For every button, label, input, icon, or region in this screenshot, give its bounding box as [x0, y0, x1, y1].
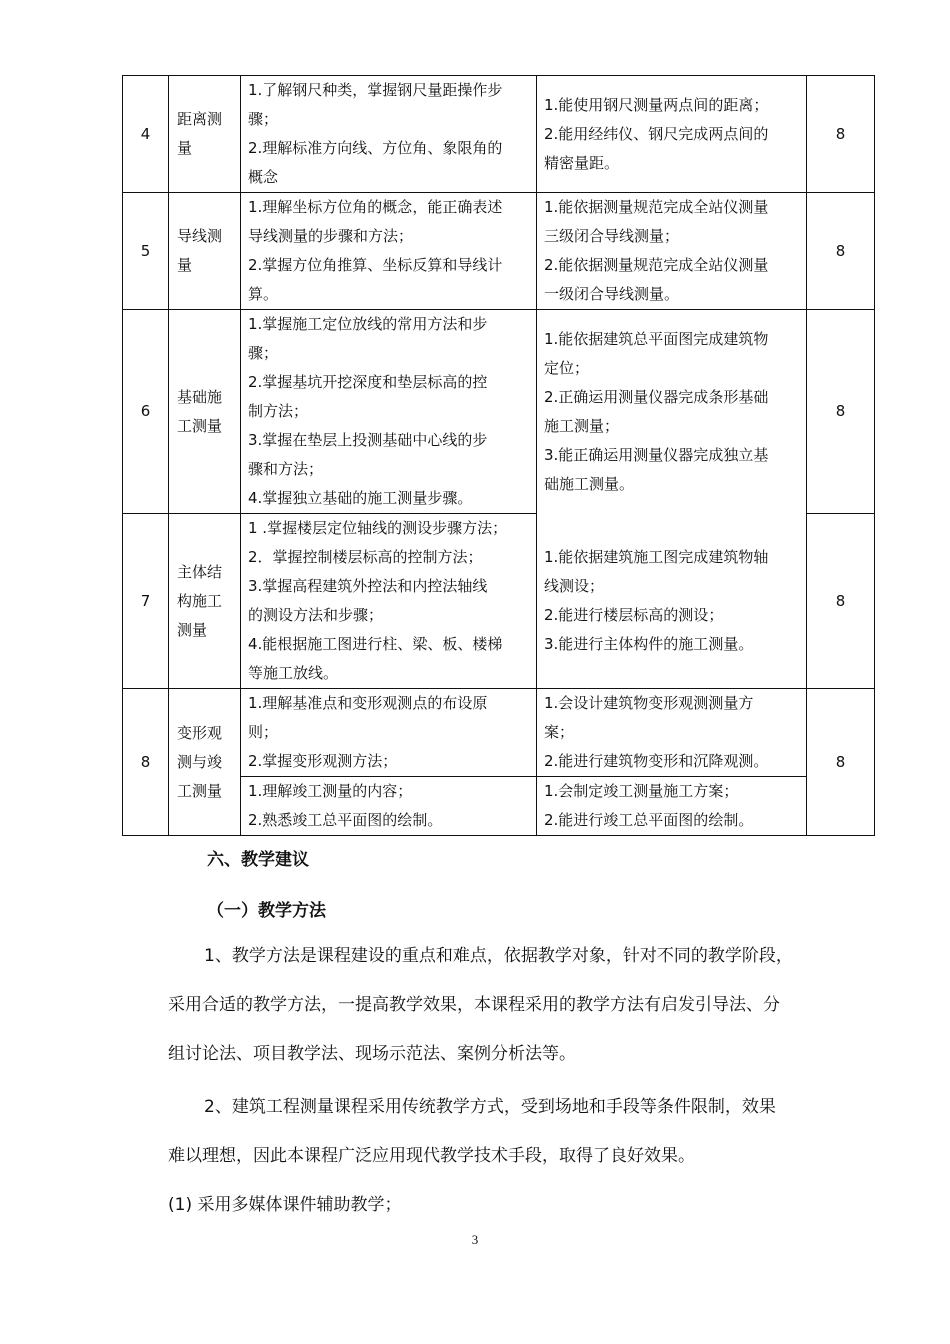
skill-requirements: 1.能依据测量规范完成全站仪测量 三级闭合导线测量； 2.能依据测量规范完成全站仪测量 一级闭合导线测量。 — [537, 193, 807, 310]
row-number: 6 — [123, 310, 169, 514]
class-hours: 8 — [807, 193, 875, 310]
project-name: 导线测 量 — [169, 193, 241, 310]
skill-requirements: 1.会制定竣工测量施工方案； 2.能进行竣工总平面图的绘制。 — [537, 777, 807, 836]
knowledge-requirements: 1.理解基准点和变形观测点的布设原 则； 2.掌握变形观测方法； — [241, 689, 537, 777]
table-row — [123, 76, 875, 193]
class-hours: 8 — [807, 689, 875, 836]
skills-block-row6: 1.能依据建筑总平面图完成建筑物 定位； 2.正确运用测量仪器完成条形基础 施工测量； 3.能正确运用测量仪器完成独立基 础施工测量。 — [544, 330, 769, 493]
project-name: 距离测 量 — [169, 76, 241, 193]
project-name: 变形观 测与竣 工测量 — [169, 689, 241, 836]
table-row — [123, 689, 875, 777]
skill-requirements: 1.能使用钢尺测量两点间的距离； 2.能用经纬仪、钢尺完成两点间的 精密量距。 — [537, 76, 807, 193]
table-row — [123, 310, 875, 514]
table-row — [123, 193, 875, 310]
skill-requirements: 1.会设计建筑物变形观测测量方 案； 2.能进行建筑物变形和沉降观测。 — [537, 689, 807, 777]
knowledge-requirements: 1 .掌握楼层定位轴线的测设步骤方法； 2．掌握控制楼层标高的控制方法； 3.掌握高程建筑外控法和内控法轴线 的测设方法和步骤； 4.能根据施工图进行柱、梁、板、楼梯 等施工放线。 — [241, 514, 537, 689]
project-name: 主体结 构施工 测量 — [169, 514, 241, 689]
section-heading: 六、教学建议 — [207, 850, 309, 870]
skills-block-row7: 1.能依据建筑施工图完成建筑物轴 线测设； 2.能进行楼层标高的测设； 3.能进行主体构件的施工测量。 — [544, 547, 769, 653]
knowledge-requirements: 1.了解钢尺种类，掌握钢尺量距操作步 骤； 2.理解标准方向线、方位角、象限角的 概念 — [241, 76, 537, 193]
course-content-table — [122, 75, 875, 836]
paragraph-teaching-technology: 2、建筑工程测量课程采用传统教学方式，受到场地和手段等条件限制，效果 难以理想，因此本课程广泛应用现代教学技术手段，取得了良好效果。 — [168, 1097, 776, 1166]
knowledge-requirements: 1.理解竣工测量的内容； 2.熟悉竣工总平面图的绘制。 — [241, 777, 537, 836]
row-number: 8 — [123, 689, 169, 836]
class-hours: 8 — [807, 514, 875, 689]
row-number: 5 — [123, 193, 169, 310]
row-number: 7 — [123, 514, 169, 689]
class-hours: 8 — [807, 76, 875, 193]
knowledge-requirements: 1.理解坐标方位角的概念，能正确表述 导线测量的步骤和方法； 2.掌握方位角推算、坐标反算和导线计 算。 — [241, 193, 537, 310]
list-item: (1) 采用多媒体课件辅助教学； — [168, 1195, 402, 1215]
project-name: 基础施 工测量 — [169, 310, 241, 514]
skill-requirements — [537, 310, 807, 689]
paragraph-teaching-methods: 1、教学方法是课程建设的重点和难点，依据教学对象，针对不同的教学阶段， 采用合适的教学方法，一提高教学效果，本课程采用的教学方法有启发引导法、分 组讨论法、项目教学法、现场示范法、案例分析法等。 — [168, 946, 793, 1064]
page-number: 3 — [471, 1232, 479, 1247]
knowledge-requirements: 1.掌握施工定位放线的常用方法和步 骤； 2.掌握基坑开挖深度和垫层标高的控 制方法； 3.掌握在垫层上投测基础中心线的步 骤和方法； 4.掌握独立基础的施工测量步骤。 — [241, 310, 537, 514]
row-number: 4 — [123, 76, 169, 193]
subsection-heading: （一）教学方法 — [207, 901, 326, 921]
class-hours: 8 — [807, 310, 875, 514]
